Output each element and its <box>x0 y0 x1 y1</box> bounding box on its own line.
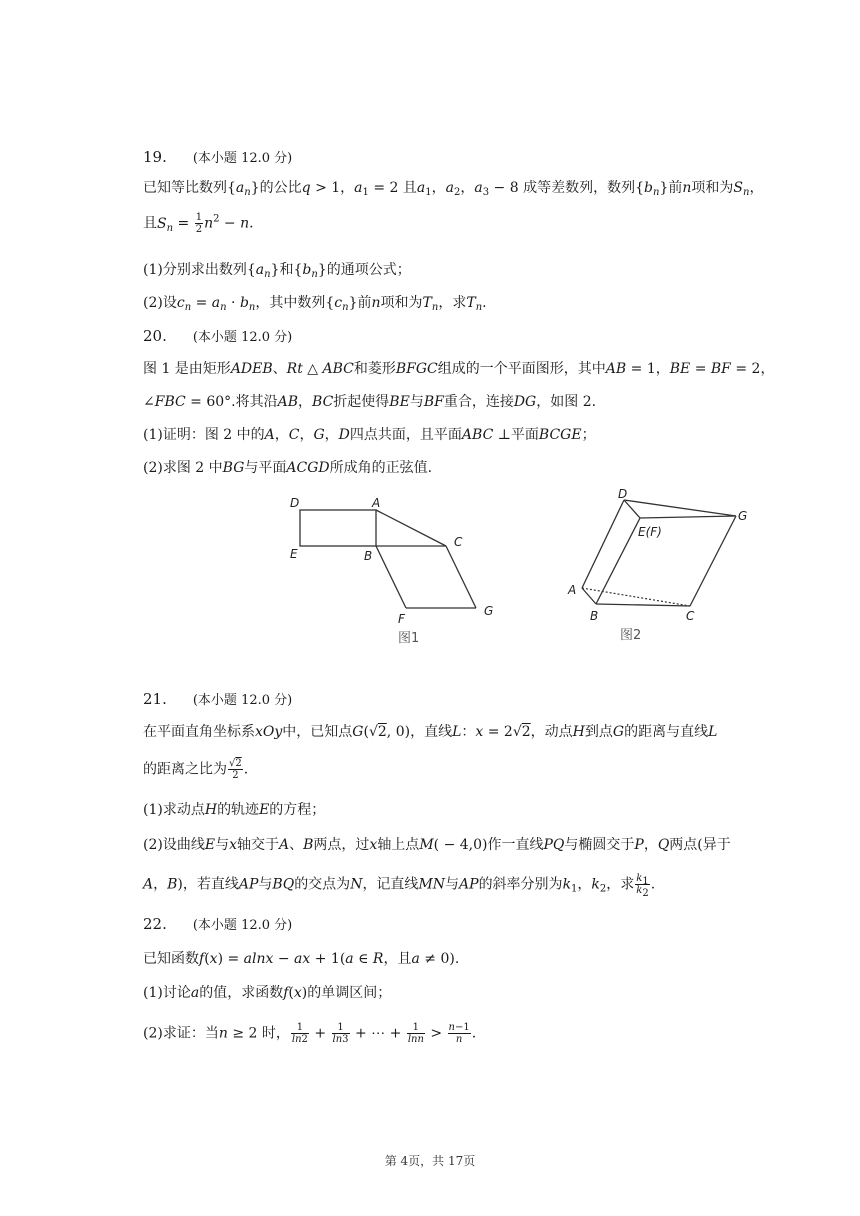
q21-points: (本小题 12.0 分) <box>192 693 293 708</box>
fig2-label-b: B <box>590 609 599 623</box>
fig2-label-c: C <box>686 609 695 623</box>
q21-part1: (1)求动点H的轨迹E的方程； <box>143 802 326 818</box>
q20-part1: (1)证明：图 2 中的A，C，G，D四点共面，且平面ABC ⊥平面BCGE； <box>143 427 596 443</box>
q21-line2: 的距离之比为 $\frac{√2}{2}$ . <box>143 758 249 781</box>
fig1-label-f: F <box>398 612 405 626</box>
q20-points: (本小题 12.0 分) <box>192 330 293 345</box>
q19-points: (本小题 12.0 分) <box>192 151 293 166</box>
q20-line1: 图 1 是由矩形ADEB、Rt △ ABC和菱形BFGC组成的一个平面图形，其中AB = 1，BE = BF = 2， <box>143 361 775 377</box>
fig1-label-b: B <box>364 549 373 563</box>
q19-line2: 且$S_n$ = $\frac{1}{2}$ $n^2 - n$. <box>143 212 254 235</box>
q20-line2: ∠FBC = 60°.将其沿AB，BC折起使得BE与BF重合，连接DG，如图 2. <box>143 394 597 410</box>
q21-part2-line2: A，B)，若直线AP与BQ的交点为N，记直线MN与AP的斜率分别为$k_1$，$k_2$，求 $\frac{k_1}{k_2}$ . <box>143 873 656 899</box>
figure-2 <box>560 484 760 654</box>
q20-number: 20. <box>143 327 167 345</box>
rectangle-adeb <box>300 510 376 546</box>
q22-points: (本小题 12.0 分) <box>192 918 293 933</box>
fig2-label-a: A <box>568 583 577 597</box>
q22-part2: (2)求证：当n ≥ 2 时， $\frac{1}{\ln 2}$ + $\frac{1}{\ln 3}$ + ⋯ + $\frac{1}{\ln n}$ > $\frac{n-1}{n}$ . <box>143 1022 477 1045</box>
fig2-caption: 图2 <box>620 628 642 643</box>
q22-number: 22. <box>143 915 167 933</box>
q19-number: 19. <box>143 148 167 166</box>
fig2-label-ef: E(F) <box>638 525 662 539</box>
q19-line1: 已知等比数列$\{a_n\}$的公比q > 1，$a_1 = 2$ 且$a_1$，$a_2$，$a_3 - 8$ 成等差数列，数列$\{b_n\}$前n项和为$S_n$， <box>143 180 764 198</box>
q20-part2: (2)求图 2 中BG与平面ACGD所成角的正弦值. <box>143 460 433 476</box>
fig2-label-d: D <box>618 487 628 501</box>
fig1-label-c: C <box>454 535 463 549</box>
page-footer: 第 4页，共 17页 <box>384 1154 476 1168</box>
fig1-label-g: G <box>484 604 494 618</box>
fig1-caption: 图1 <box>398 631 420 646</box>
q21-part2-line1: (2)设曲线E与x轴交于A、B两点，过x轴上点M( − 4,0)作一直线PQ与椭圆交于P，Q两点(异于 <box>143 837 731 853</box>
q21-line1: 在平面直角坐标系xOy中，已知点G(√2, 0)，直线L：x = 2√2，动点H到点G的距离与直线L <box>143 724 718 740</box>
fig1-label-a: A <box>372 496 381 510</box>
q22-header <box>143 914 292 936</box>
q22-line1: 已知函数f(x) = alnx − ax + 1(a ∈ R，且a ≠ 0). <box>143 951 460 967</box>
q21-number: 21. <box>143 690 167 708</box>
fig1-label-d: D <box>290 496 300 510</box>
figure-1 <box>282 490 512 650</box>
q20-header <box>143 326 292 348</box>
q22-part1: (1)讨论a的值，求函数f(x)的单调区间； <box>143 985 392 1001</box>
q19-part1: (1)分别求出数列$\{a_n\}$和$\{b_n\}$的通项公式； <box>143 262 411 280</box>
fig1-label-e: E <box>290 547 298 561</box>
q19-part2: (2)设$c_n = a_n \cdot b_n$，其中数列$\{c_n\}$前n项和为$T_n$，求$T_n$. <box>143 295 487 313</box>
q19-header <box>143 147 292 169</box>
q21-header <box>143 689 292 711</box>
fig2-label-g: G <box>738 509 748 523</box>
